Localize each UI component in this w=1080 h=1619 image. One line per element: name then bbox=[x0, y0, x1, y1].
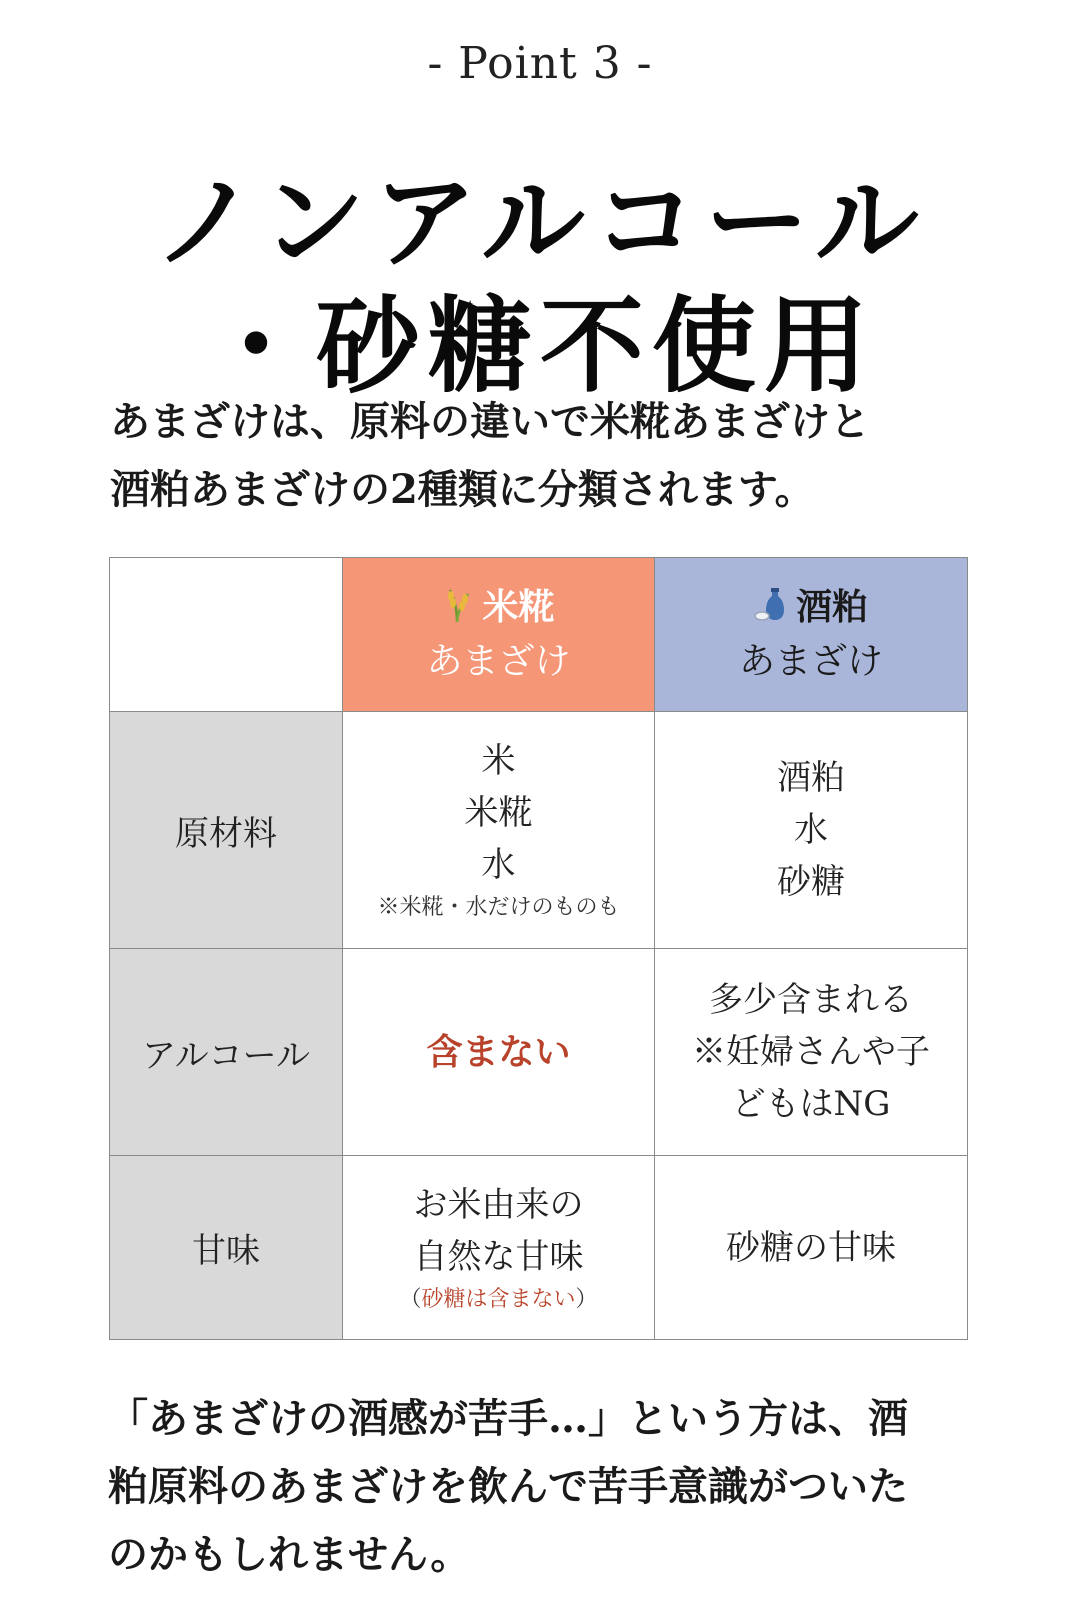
table-row-sweetness bbox=[110, 1156, 968, 1340]
sake-alcohol-line-3: どもはNG bbox=[731, 1084, 891, 1124]
outro-line-2: 粕原料のあまざけを飲んで苦手意識がついた bbox=[108, 1463, 908, 1510]
sake-alcohol-line-1: 多少含まれる bbox=[709, 980, 913, 1020]
sake-ingredient-2: 水 bbox=[794, 810, 828, 850]
cell-koji-ingredients bbox=[343, 712, 655, 949]
sake-alcohol-line-2: ※妊婦さんや子 bbox=[692, 1032, 930, 1072]
rice-plant-icon bbox=[442, 584, 472, 636]
intro-paragraph bbox=[110, 388, 990, 524]
koji-ingredient-note: ※米糀・水だけのものも bbox=[377, 895, 620, 920]
sake-ingredient-1: 酒粕 bbox=[777, 758, 845, 798]
sake-bottle-icon bbox=[754, 584, 786, 636]
intro-line-2: 酒粕あまざけの2種類に分類されます。 bbox=[110, 466, 815, 513]
koji-sweetness-note bbox=[343, 1283, 654, 1317]
outro-line-3: のかもしれません。 bbox=[108, 1531, 471, 1578]
outro-line-1: 「あまざけの酒感が苦手…」という方は、酒 bbox=[108, 1395, 908, 1442]
header-koji-line-1: 米糀 bbox=[482, 586, 555, 628]
header-sake-top bbox=[655, 581, 967, 636]
cell-sake-ingredients bbox=[655, 712, 968, 949]
point-label: - Point 3 - bbox=[427, 38, 653, 89]
row-label-sweetness: 甘味 bbox=[110, 1156, 343, 1340]
table-row-ingredients bbox=[110, 712, 968, 949]
koji-ingredient-3: 水 bbox=[481, 845, 516, 885]
cell-sake-alcohol bbox=[655, 949, 968, 1156]
cell-koji-sweetness bbox=[343, 1156, 655, 1340]
koji-sweetness-line-1: お米由来の bbox=[413, 1184, 584, 1225]
note-text: 砂糖は含まない bbox=[421, 1286, 576, 1312]
header-koji-line-2: あまざけ bbox=[426, 641, 571, 682]
table-header-row bbox=[110, 558, 968, 712]
intro-line-1: あまざけは、原料の違いで米糀あまざけと bbox=[110, 398, 870, 445]
table-row-alcohol bbox=[110, 949, 968, 1156]
comparison-table bbox=[109, 557, 968, 1340]
outro-paragraph bbox=[108, 1385, 988, 1589]
koji-sweetness-line-2: 自然な甘味 bbox=[413, 1236, 584, 1277]
sake-ingredient-3: 砂糖 bbox=[777, 862, 845, 902]
page-title-line-2: ・砂糖不使用 bbox=[203, 284, 876, 407]
header-sake-line-1: 酒粕 bbox=[795, 586, 868, 628]
koji-ingredient-2: 米糀 bbox=[464, 793, 533, 833]
row-label-alcohol: アルコール bbox=[110, 949, 343, 1156]
cell-koji-alcohol bbox=[343, 949, 655, 1156]
koji-alcohol-value: 含まない bbox=[426, 1030, 571, 1073]
page-title-line-1: ノンアルコール bbox=[153, 160, 927, 283]
koji-ingredient-1: 米 bbox=[481, 741, 516, 781]
header-koji-amazake bbox=[343, 558, 655, 712]
header-sake-line-2: あまざけ bbox=[738, 641, 883, 682]
header-koji-top bbox=[343, 581, 654, 636]
table-corner-cell bbox=[110, 558, 343, 712]
header-sake-amazake bbox=[655, 558, 968, 712]
cell-sake-sweetness: 砂糖の甘味 bbox=[655, 1156, 968, 1340]
note-paren-open: （ bbox=[399, 1286, 422, 1312]
row-label-ingredients: 原材料 bbox=[110, 712, 343, 949]
note-paren-close: ） bbox=[575, 1286, 598, 1312]
